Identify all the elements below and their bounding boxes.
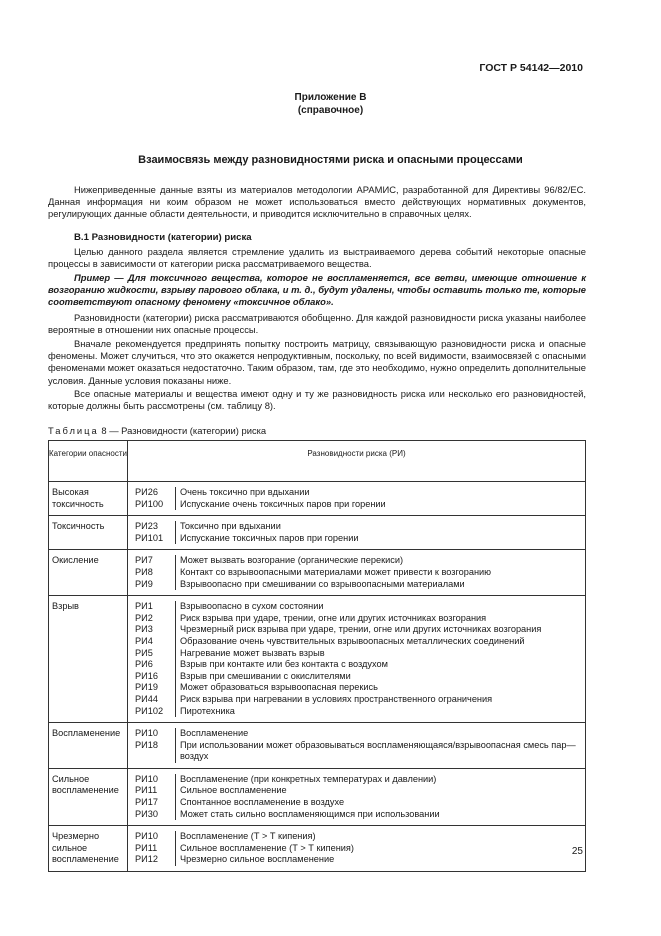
risk-code: РИ2 — [135, 612, 153, 623]
risk-code: РИ4 — [135, 635, 153, 646]
risk-code: РИ16 — [135, 670, 158, 681]
hazard-category: Взрыв — [49, 596, 128, 723]
risk-code: РИ17 — [135, 797, 158, 808]
risk-descriptions-cell — [175, 482, 586, 516]
risk-descriptions-cell — [175, 516, 586, 550]
table-caption-text: 8 — Разновидности (категории) риска — [98, 425, 267, 436]
table-header-row — [49, 441, 586, 482]
section-paragraph-3: Вначале рекомендуется предпринять попытку построить матрицу, связывающую разновидности риска и опасные феномены. Может случиться, что это окажется непродуктивным, поскольку, по всей видимости, взаимосвязей с опасными феноменами может оказаться недостаточно. Таким образом, там, где это необходимо, нужно определить дополнительные условия. Данные условия показаны ниже. — [48, 338, 586, 386]
risk-code: РИ10 — [135, 831, 158, 842]
risk-description: Взрывоопасно в сухом состоянии — [180, 601, 324, 612]
risk-table — [48, 440, 586, 872]
section-heading: В.1 Разновидности (категории) риска — [74, 232, 252, 243]
risk-codes-cell — [128, 723, 176, 769]
section-paragraph-2: Разновидности (категории) риска рассматриваются обобщенно. Для каждой разновидности риска указаны наиболее вероятные в отношении них опасные процессы. — [48, 312, 586, 336]
hazard-category: Воспламенение — [49, 723, 128, 769]
risk-code: РИ18 — [135, 739, 158, 750]
risk-description: Воспламенение — [180, 728, 249, 739]
risk-code: РИ44 — [135, 693, 158, 704]
risk-code: РИ30 — [135, 808, 158, 819]
risk-description: Испускание очень токсичных паров при горении — [180, 498, 386, 509]
risk-description: Спонтанное воспламенение в воздухе — [180, 797, 345, 808]
hazard-category: Чрезмерно сильное воспламенение — [49, 826, 128, 872]
risk-code: РИ100 — [135, 498, 164, 509]
page-number: 25 — [571, 846, 583, 857]
risk-description: Сильное воспламенение — [180, 785, 287, 796]
risk-code: РИ12 — [135, 854, 158, 865]
standard-number: ГОСТ Р 54142—2010 — [479, 62, 583, 74]
annex-title: Приложение В — [294, 92, 367, 103]
risk-code: РИ10 — [135, 773, 158, 784]
risk-code: РИ3 — [135, 624, 153, 635]
section-paragraph-4: Все опасные материалы и вещества имеют одну и ту же разновидность риска или несколько его разновидностей, которые должны быть рассмотрены (см. таблицу 8). — [48, 388, 586, 412]
hazard-category: Высокая токсичность — [49, 482, 128, 516]
risk-description: Сильное воспламенение (Т > Т кипения) — [180, 842, 354, 853]
risk-code: РИ11 — [135, 785, 158, 796]
column-header-category: Категории опасности — [49, 441, 128, 482]
risk-code: РИ26 — [135, 487, 158, 497]
hazard-category: Сильное воспламенение — [49, 768, 128, 825]
risk-description: Воспламенение (Т > Т кипения) — [180, 831, 316, 842]
risk-description: Испускание токсичных паров при горении — [180, 532, 359, 543]
risk-description: При использовании может образовываться воспламеняющаяся/взрывоопасная смесь пар—воздух — [180, 739, 576, 762]
risk-code: РИ1 — [135, 601, 153, 612]
table-row — [49, 516, 586, 550]
risk-code: РИ5 — [135, 647, 153, 658]
table-row — [49, 768, 586, 825]
section-paragraph-1: Целью данного раздела является стремление удалить из выстраиваемого дерева событий некоторые опасные процессы в зависимости от категории риска рассматриваемого вещества. — [48, 246, 586, 270]
risk-description: Риск взрыва при нагревании в условиях пространственного ограничения — [180, 693, 493, 704]
table-row — [49, 723, 586, 769]
risk-codes-cell — [128, 596, 176, 723]
risk-description: Может стать сильно воспламеняющимся при использовании — [180, 808, 440, 819]
risk-description: Образование очень чувствительных взрывоопасных металлических соединений — [180, 635, 525, 646]
risk-description: Пиротехника — [180, 705, 235, 716]
risk-code: РИ102 — [135, 705, 164, 716]
intro-paragraph: Нижеприведенные данные взяты из материалов методологии АРАМИС, разработанной для Директивы 96/82/ЕС. Данная информация ни коим образом не может использоваться вместо действующих нормативных документов, регулирующих данные области деятельности, и приводится исключительно в справочных целях. — [48, 184, 586, 220]
risk-description: Контакт со взрывоопасными материалами может привести к возгоранию — [180, 566, 492, 577]
hazard-category: Окисление — [49, 550, 128, 596]
risk-code: РИ101 — [135, 532, 164, 543]
hazard-category: Токсичность — [49, 516, 128, 550]
risk-codes-cell — [128, 550, 176, 596]
table-caption-prefix: Таблица — [48, 425, 99, 436]
risk-code: РИ19 — [135, 682, 158, 693]
risk-description: Воспламенение (при конкретных температурах и давлении) — [180, 773, 437, 784]
page-title: Взаимосвязь между разновидностями риска и опасными процессами — [138, 154, 523, 166]
risk-descriptions-cell — [175, 826, 586, 872]
risk-codes-cell — [128, 826, 176, 872]
risk-description: Токсично при вдыхании — [180, 521, 281, 532]
risk-descriptions-cell — [175, 768, 586, 825]
risk-description: Может образоваться взрывоопасная перекись — [180, 682, 378, 693]
risk-code: РИ9 — [135, 578, 153, 589]
table-row — [49, 596, 586, 723]
risk-descriptions-cell — [175, 723, 586, 769]
risk-code: РИ23 — [135, 521, 158, 532]
risk-code: РИ6 — [135, 659, 153, 670]
table-caption — [48, 425, 266, 436]
risk-description: Взрыв при контакте или без контакта с воздухом — [180, 659, 388, 670]
risk-code: РИ8 — [135, 566, 153, 577]
risk-description: Взрывоопасно при смешивании со взрывоопасными материалами — [180, 578, 465, 589]
risk-codes-cell — [128, 768, 176, 825]
risk-description: Взрыв при смешивании с окислителями — [180, 670, 351, 681]
table-row — [49, 482, 586, 516]
risk-descriptions-cell — [175, 596, 586, 723]
risk-code: РИ10 — [135, 728, 158, 739]
risk-code: РИ11 — [135, 842, 158, 853]
annex-heading — [0, 91, 661, 117]
risk-descriptions-cell — [175, 550, 586, 596]
risk-description: Чрезмерно сильное воспламенение — [180, 854, 335, 865]
risk-description: Риск взрыва при ударе, трении, огне или других источниках возгорания — [180, 612, 487, 623]
risk-description: Чрезмерный риск взрыва при ударе, трении, огне или других источниках возгорания — [180, 624, 542, 635]
risk-description: Нагревание может вызвать взрыв — [180, 647, 325, 658]
table-row — [49, 826, 586, 872]
example-paragraph: Пример — Для токсичного вещества, которое не воспламеняется, все ветви, имеющие отношение к возгоранию жидкости, взрыву парового облака, и т. д., будут удалены, чтобы оставить только те, которые соответствуют опасному феномену «токсичное облако». — [48, 272, 586, 308]
risk-codes-cell — [128, 516, 176, 550]
column-header-risk: Разновидности риска (РИ) — [128, 441, 586, 482]
annex-type: (справочное) — [297, 105, 364, 116]
risk-description: Очень токсично при вдыхании — [180, 487, 310, 497]
risk-code: РИ7 — [135, 555, 153, 566]
risk-codes-cell — [128, 482, 176, 516]
table-row — [49, 550, 586, 596]
risk-description: Может вызвать возгорание (органические перекиси) — [180, 555, 404, 566]
table-body — [49, 482, 586, 872]
